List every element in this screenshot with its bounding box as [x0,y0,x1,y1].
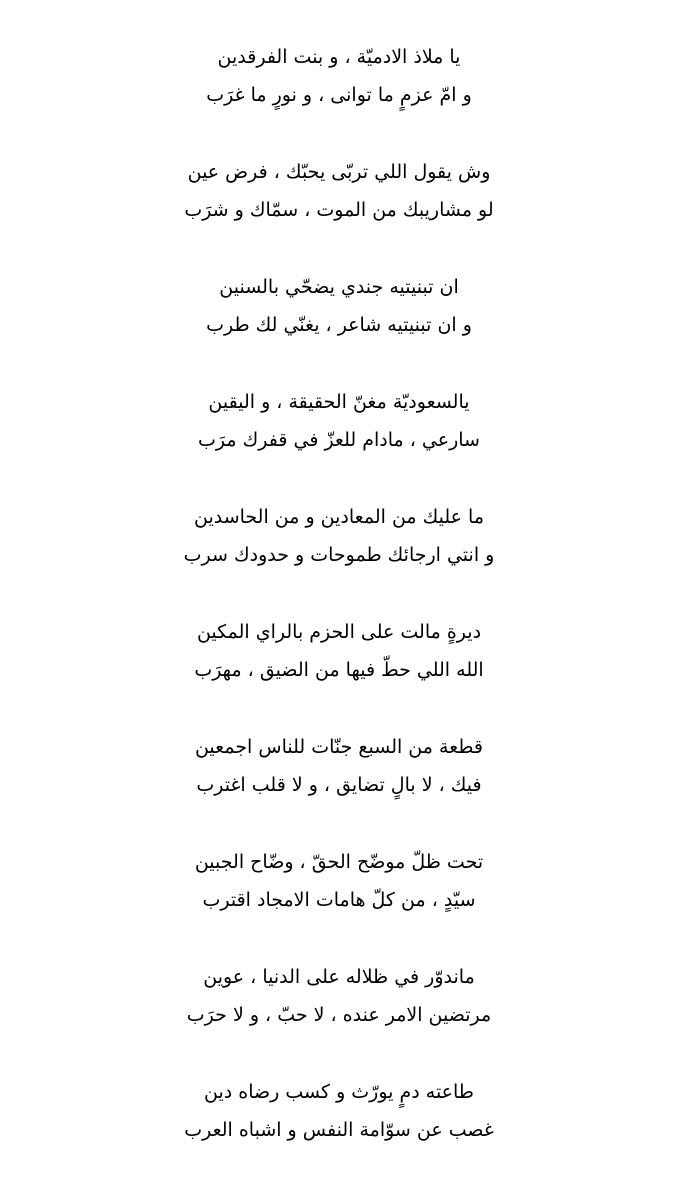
stanza-9 [0,958,678,1034]
verse-line: سارعي ، مادام للعزّ في قفرك مرَب [198,429,480,451]
verse-line: غصب عن سوّامة النفس و اشباه العرب [184,1119,494,1141]
stanza-7 [0,728,678,804]
verse-line: ما عليك من المعادين و من الحاسدين [193,506,485,528]
verse-line: يا ملاذ الادميّة ، و بنت الفرقدين [217,46,461,68]
verse-line: ديرةٍ مالت على الحزم بالراي المكين [196,621,482,643]
verse-line: يالسعوديّة مغنّ الحقيقة ، و اليقين [208,391,470,413]
verse-line: قطعة من السبع جنّات للناس اجمعين [194,736,484,758]
stanza-3 [0,268,678,344]
verse-line: وش يقول اللي تربّى يحبّك ، فرض عين [187,161,491,183]
verse-line: ان تبنيتيه جندي يضحّي بالسنين [219,276,459,298]
verse-line: لو مشاريبك من الموت ، سمّاك و شرَب [184,199,494,221]
stanza-1 [0,38,678,114]
stanza-2 [0,153,678,229]
verse-line: طاعته دمٍ يورّث و كسب رضاه دين [204,1081,474,1103]
stanza-5 [0,498,678,574]
verse-line: سيّدٍ ، من كلّ هامات الامجاد اقترب [202,889,476,911]
verse-line: ماندوّر في ظلاله على الدنيا ، عوين [203,966,475,988]
stanza-8 [0,843,678,919]
stanza-10 [0,1073,678,1149]
stanza-6 [0,613,678,689]
verse-line: و انتي ارجائك طموحات و حدودك سرب [183,544,495,566]
stanza-4 [0,383,678,459]
verse-line: مرتضين الامر عنده ، لا حبّ ، و لا حرَب [186,1004,492,1026]
verse-line: تحت ظلّ موضّح الحقّ ، وضّاح الجبين [194,851,484,873]
verse-line: فيك ، لا بالٍ تضايق ، و لا قلب اغترب [196,774,482,796]
verse-line: الله اللي حطّ فيها من الضيق ، مهرَب [194,659,484,681]
verse-line: و ان تبنيتيه شاعر ، يغنّي لك طرب [206,314,472,336]
verse-line: و امّ عزمٍ ما توانى ، و نورٍ ما غرَب [206,84,472,106]
